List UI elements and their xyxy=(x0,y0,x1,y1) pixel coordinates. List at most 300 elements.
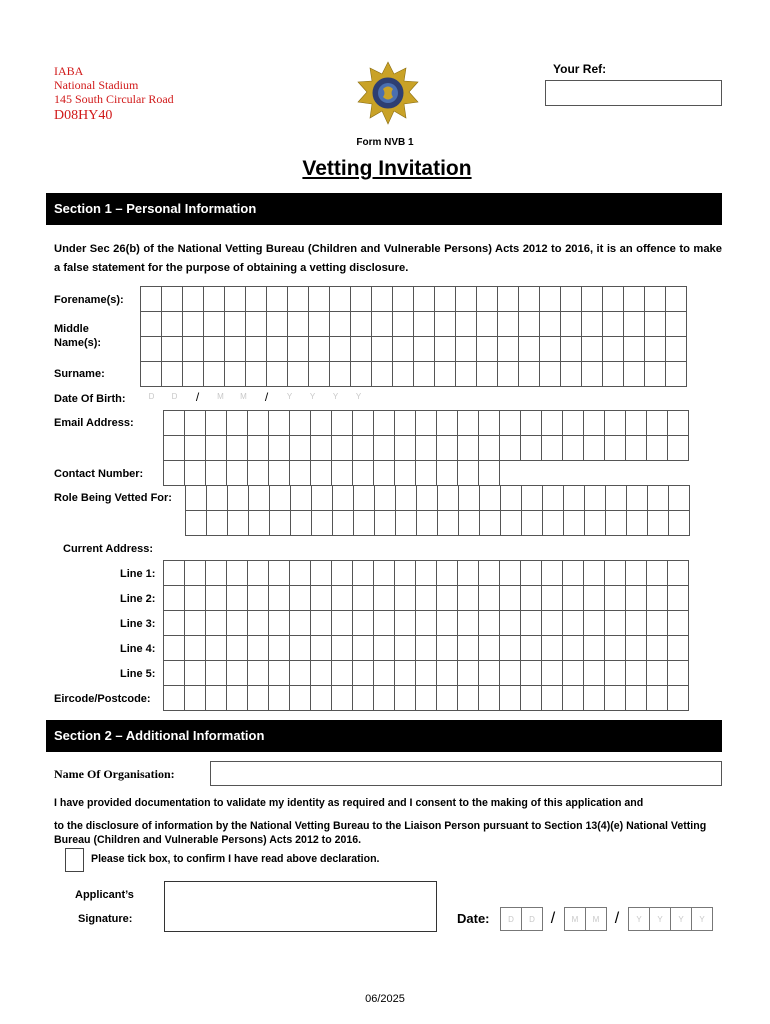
char-box[interactable] xyxy=(434,311,456,337)
char-box[interactable] xyxy=(163,460,185,486)
char-box[interactable] xyxy=(646,435,668,461)
char-box[interactable] xyxy=(455,311,477,337)
char-box[interactable] xyxy=(247,685,269,711)
char-box[interactable] xyxy=(163,585,185,611)
char-box[interactable] xyxy=(581,336,603,362)
char-box[interactable] xyxy=(520,585,542,611)
char-box[interactable] xyxy=(205,635,227,661)
char-box[interactable] xyxy=(161,286,183,312)
char-box[interactable] xyxy=(455,286,477,312)
char-box[interactable] xyxy=(245,286,267,312)
char-box[interactable] xyxy=(310,560,332,586)
char-box[interactable] xyxy=(350,286,372,312)
char-box[interactable] xyxy=(392,311,414,337)
address-grid[interactable] xyxy=(163,560,688,710)
char-box[interactable] xyxy=(245,311,267,337)
char-box[interactable] xyxy=(604,585,626,611)
char-box[interactable] xyxy=(329,311,351,337)
char-box[interactable] xyxy=(289,610,311,636)
char-box[interactable] xyxy=(332,485,354,511)
char-box[interactable] xyxy=(266,336,288,362)
char-box[interactable] xyxy=(646,610,668,636)
char-box[interactable] xyxy=(518,361,540,387)
date-char-box[interactable]: M xyxy=(585,907,607,931)
char-box[interactable] xyxy=(583,685,605,711)
char-box[interactable] xyxy=(626,510,648,536)
char-box[interactable] xyxy=(602,361,624,387)
signature-date-input[interactable] xyxy=(500,907,712,931)
char-box[interactable] xyxy=(436,610,458,636)
dob-char-box[interactable]: M xyxy=(217,392,224,401)
char-box[interactable] xyxy=(371,286,393,312)
char-box[interactable] xyxy=(289,435,311,461)
char-box[interactable] xyxy=(371,336,393,362)
char-box[interactable] xyxy=(394,635,416,661)
char-box[interactable] xyxy=(184,585,206,611)
char-box[interactable] xyxy=(667,685,689,711)
char-box[interactable] xyxy=(602,336,624,362)
char-box[interactable] xyxy=(668,485,690,511)
char-box[interactable] xyxy=(583,585,605,611)
char-box[interactable] xyxy=(497,286,519,312)
char-box[interactable] xyxy=(623,361,645,387)
char-box[interactable] xyxy=(140,336,162,362)
char-box[interactable] xyxy=(331,660,353,686)
char-box[interactable] xyxy=(521,485,543,511)
date-char-box[interactable]: Y xyxy=(628,907,650,931)
char-box[interactable] xyxy=(394,660,416,686)
role-grid[interactable] xyxy=(185,485,689,535)
char-box[interactable] xyxy=(203,311,225,337)
char-box[interactable] xyxy=(205,410,227,436)
char-box[interactable] xyxy=(310,585,332,611)
char-box[interactable] xyxy=(604,635,626,661)
char-box[interactable] xyxy=(203,336,225,362)
char-box[interactable] xyxy=(625,435,647,461)
date-char-box[interactable]: D xyxy=(500,907,522,931)
char-box[interactable] xyxy=(497,311,519,337)
char-box[interactable] xyxy=(329,361,351,387)
char-box[interactable] xyxy=(353,485,375,511)
char-box[interactable] xyxy=(392,286,414,312)
char-box[interactable] xyxy=(436,660,458,686)
char-box[interactable] xyxy=(163,685,185,711)
char-box[interactable] xyxy=(625,610,647,636)
char-box[interactable] xyxy=(392,361,414,387)
char-box[interactable] xyxy=(373,410,395,436)
char-box[interactable] xyxy=(499,685,521,711)
char-box[interactable] xyxy=(478,560,500,586)
char-box[interactable] xyxy=(541,585,563,611)
char-box[interactable] xyxy=(667,410,689,436)
char-box[interactable] xyxy=(161,361,183,387)
char-box[interactable] xyxy=(352,460,374,486)
char-box[interactable] xyxy=(436,635,458,661)
char-box[interactable] xyxy=(289,635,311,661)
char-box[interactable] xyxy=(331,585,353,611)
char-box[interactable] xyxy=(584,485,606,511)
char-box[interactable] xyxy=(583,560,605,586)
char-box[interactable] xyxy=(182,286,204,312)
char-box[interactable] xyxy=(182,336,204,362)
char-box[interactable] xyxy=(605,485,627,511)
char-box[interactable] xyxy=(623,286,645,312)
char-box[interactable] xyxy=(665,361,687,387)
char-box[interactable] xyxy=(499,610,521,636)
char-box[interactable] xyxy=(667,610,689,636)
char-box[interactable] xyxy=(623,311,645,337)
char-box[interactable] xyxy=(310,685,332,711)
char-box[interactable] xyxy=(308,336,330,362)
contact-grid[interactable] xyxy=(163,460,499,485)
dob-char-box[interactable]: Y xyxy=(286,392,293,401)
char-box[interactable] xyxy=(206,485,228,511)
char-box[interactable] xyxy=(163,410,185,436)
char-box[interactable] xyxy=(478,410,500,436)
char-box[interactable] xyxy=(667,585,689,611)
char-box[interactable] xyxy=(331,435,353,461)
char-box[interactable] xyxy=(436,685,458,711)
char-box[interactable] xyxy=(665,336,687,362)
char-box[interactable] xyxy=(268,660,290,686)
char-box[interactable] xyxy=(541,635,563,661)
dob-char-box[interactable]: D xyxy=(171,392,178,401)
char-box[interactable] xyxy=(332,510,354,536)
char-box[interactable] xyxy=(353,510,375,536)
char-box[interactable] xyxy=(226,560,248,586)
char-box[interactable] xyxy=(140,311,162,337)
char-box[interactable] xyxy=(350,361,372,387)
char-box[interactable] xyxy=(289,685,311,711)
char-box[interactable] xyxy=(668,510,690,536)
char-box[interactable] xyxy=(268,460,290,486)
char-box[interactable] xyxy=(457,460,479,486)
char-box[interactable] xyxy=(289,460,311,486)
char-box[interactable] xyxy=(646,685,668,711)
char-box[interactable] xyxy=(541,435,563,461)
char-box[interactable] xyxy=(163,435,185,461)
dob-input[interactable] xyxy=(140,386,370,408)
char-box[interactable] xyxy=(665,286,687,312)
char-box[interactable] xyxy=(374,510,396,536)
char-box[interactable] xyxy=(541,410,563,436)
char-box[interactable] xyxy=(604,685,626,711)
char-box[interactable] xyxy=(163,610,185,636)
char-box[interactable] xyxy=(226,410,248,436)
char-box[interactable] xyxy=(416,485,438,511)
char-box[interactable] xyxy=(415,610,437,636)
char-box[interactable] xyxy=(247,660,269,686)
char-box[interactable] xyxy=(434,361,456,387)
char-box[interactable] xyxy=(350,336,372,362)
char-box[interactable] xyxy=(479,485,501,511)
char-box[interactable] xyxy=(350,311,372,337)
char-box[interactable] xyxy=(311,485,333,511)
char-box[interactable] xyxy=(268,685,290,711)
char-box[interactable] xyxy=(205,460,227,486)
char-box[interactable] xyxy=(184,635,206,661)
char-box[interactable] xyxy=(625,585,647,611)
char-box[interactable] xyxy=(560,311,582,337)
char-box[interactable] xyxy=(542,485,564,511)
char-box[interactable] xyxy=(583,660,605,686)
char-box[interactable] xyxy=(182,361,204,387)
char-box[interactable] xyxy=(667,435,689,461)
dob-char-box[interactable]: D xyxy=(148,392,155,401)
char-box[interactable] xyxy=(290,485,312,511)
char-box[interactable] xyxy=(562,585,584,611)
char-box[interactable] xyxy=(644,361,666,387)
char-box[interactable] xyxy=(247,610,269,636)
char-box[interactable] xyxy=(247,410,269,436)
char-box[interactable] xyxy=(247,635,269,661)
char-box[interactable] xyxy=(163,560,185,586)
char-box[interactable] xyxy=(268,560,290,586)
char-box[interactable] xyxy=(584,510,606,536)
dob-char-box[interactable]: M xyxy=(240,392,247,401)
char-box[interactable] xyxy=(287,286,309,312)
char-box[interactable] xyxy=(224,336,246,362)
char-box[interactable] xyxy=(203,361,225,387)
char-box[interactable] xyxy=(310,435,332,461)
char-box[interactable] xyxy=(352,660,374,686)
char-box[interactable] xyxy=(352,685,374,711)
char-box[interactable] xyxy=(520,435,542,461)
char-box[interactable] xyxy=(268,635,290,661)
char-box[interactable] xyxy=(352,560,374,586)
char-box[interactable] xyxy=(415,660,437,686)
char-box[interactable] xyxy=(644,286,666,312)
char-box[interactable] xyxy=(268,585,290,611)
char-box[interactable] xyxy=(184,610,206,636)
char-box[interactable] xyxy=(245,361,267,387)
char-box[interactable] xyxy=(374,485,396,511)
char-box[interactable] xyxy=(647,510,669,536)
char-box[interactable] xyxy=(436,585,458,611)
char-box[interactable] xyxy=(562,435,584,461)
char-box[interactable] xyxy=(539,286,561,312)
char-box[interactable] xyxy=(352,610,374,636)
char-box[interactable] xyxy=(646,585,668,611)
char-box[interactable] xyxy=(539,336,561,362)
char-box[interactable] xyxy=(394,435,416,461)
char-box[interactable] xyxy=(478,585,500,611)
char-box[interactable] xyxy=(665,311,687,337)
char-box[interactable] xyxy=(395,510,417,536)
declaration-checkbox[interactable] xyxy=(65,848,84,872)
char-box[interactable] xyxy=(394,560,416,586)
char-box[interactable] xyxy=(415,635,437,661)
char-box[interactable] xyxy=(560,336,582,362)
char-box[interactable] xyxy=(583,435,605,461)
char-box[interactable] xyxy=(500,510,522,536)
char-box[interactable] xyxy=(457,410,479,436)
char-box[interactable] xyxy=(539,361,561,387)
char-box[interactable] xyxy=(392,336,414,362)
char-box[interactable] xyxy=(499,560,521,586)
char-box[interactable] xyxy=(562,610,584,636)
char-box[interactable] xyxy=(434,336,456,362)
char-box[interactable] xyxy=(226,585,248,611)
char-box[interactable] xyxy=(227,510,249,536)
char-box[interactable] xyxy=(394,610,416,636)
char-box[interactable] xyxy=(499,410,521,436)
char-box[interactable] xyxy=(224,361,246,387)
name-grid[interactable] xyxy=(140,286,686,386)
char-box[interactable] xyxy=(206,510,228,536)
char-box[interactable] xyxy=(287,311,309,337)
char-box[interactable] xyxy=(583,635,605,661)
char-box[interactable] xyxy=(415,560,437,586)
char-box[interactable] xyxy=(520,660,542,686)
char-box[interactable] xyxy=(476,361,498,387)
char-box[interactable] xyxy=(268,435,290,461)
char-box[interactable] xyxy=(266,311,288,337)
char-box[interactable] xyxy=(478,635,500,661)
char-box[interactable] xyxy=(247,435,269,461)
char-box[interactable] xyxy=(581,311,603,337)
char-box[interactable] xyxy=(266,361,288,387)
email-grid[interactable] xyxy=(163,410,688,460)
char-box[interactable] xyxy=(352,635,374,661)
date-char-box[interactable]: Y xyxy=(670,907,692,931)
char-box[interactable] xyxy=(184,435,206,461)
char-box[interactable] xyxy=(248,510,270,536)
char-box[interactable] xyxy=(394,585,416,611)
char-box[interactable] xyxy=(604,435,626,461)
char-box[interactable] xyxy=(457,635,479,661)
char-box[interactable] xyxy=(226,435,248,461)
char-box[interactable] xyxy=(373,660,395,686)
char-box[interactable] xyxy=(479,510,501,536)
date-char-box[interactable]: Y xyxy=(691,907,713,931)
char-box[interactable] xyxy=(500,485,522,511)
char-box[interactable] xyxy=(311,510,333,536)
char-box[interactable] xyxy=(415,410,437,436)
char-box[interactable] xyxy=(563,510,585,536)
char-box[interactable] xyxy=(161,311,183,337)
char-box[interactable] xyxy=(289,410,311,436)
dob-char-box[interactable]: Y xyxy=(332,392,339,401)
char-box[interactable] xyxy=(602,286,624,312)
char-box[interactable] xyxy=(308,286,330,312)
char-box[interactable] xyxy=(373,685,395,711)
char-box[interactable] xyxy=(268,410,290,436)
char-box[interactable] xyxy=(373,560,395,586)
char-box[interactable] xyxy=(478,435,500,461)
char-box[interactable] xyxy=(224,286,246,312)
char-box[interactable] xyxy=(395,485,417,511)
char-box[interactable] xyxy=(605,510,627,536)
char-box[interactable] xyxy=(416,510,438,536)
char-box[interactable] xyxy=(436,460,458,486)
char-box[interactable] xyxy=(268,610,290,636)
char-box[interactable] xyxy=(184,560,206,586)
char-box[interactable] xyxy=(226,635,248,661)
char-box[interactable] xyxy=(184,410,206,436)
char-box[interactable] xyxy=(625,660,647,686)
char-box[interactable] xyxy=(646,635,668,661)
char-box[interactable] xyxy=(352,585,374,611)
char-box[interactable] xyxy=(205,610,227,636)
char-box[interactable] xyxy=(329,336,351,362)
char-box[interactable] xyxy=(247,585,269,611)
char-box[interactable] xyxy=(499,660,521,686)
char-box[interactable] xyxy=(457,585,479,611)
char-box[interactable] xyxy=(520,410,542,436)
char-box[interactable] xyxy=(604,610,626,636)
char-box[interactable] xyxy=(518,311,540,337)
char-box[interactable] xyxy=(310,610,332,636)
char-box[interactable] xyxy=(436,435,458,461)
char-box[interactable] xyxy=(205,435,227,461)
char-box[interactable] xyxy=(184,660,206,686)
char-box[interactable] xyxy=(373,585,395,611)
char-box[interactable] xyxy=(308,311,330,337)
char-box[interactable] xyxy=(604,660,626,686)
date-char-box[interactable]: Y xyxy=(649,907,671,931)
char-box[interactable] xyxy=(497,361,519,387)
char-box[interactable] xyxy=(625,635,647,661)
char-box[interactable] xyxy=(625,410,647,436)
char-box[interactable] xyxy=(644,336,666,362)
organisation-input[interactable] xyxy=(210,761,722,786)
char-box[interactable] xyxy=(541,660,563,686)
char-box[interactable] xyxy=(518,336,540,362)
char-box[interactable] xyxy=(478,610,500,636)
char-box[interactable] xyxy=(563,485,585,511)
your-ref-input[interactable] xyxy=(545,80,722,106)
char-box[interactable] xyxy=(163,660,185,686)
char-box[interactable] xyxy=(415,460,437,486)
char-box[interactable] xyxy=(352,410,374,436)
char-box[interactable] xyxy=(371,361,393,387)
char-box[interactable] xyxy=(646,560,668,586)
char-box[interactable] xyxy=(476,311,498,337)
char-box[interactable] xyxy=(457,560,479,586)
char-box[interactable] xyxy=(413,311,435,337)
char-box[interactable] xyxy=(647,485,669,511)
char-box[interactable] xyxy=(499,585,521,611)
char-box[interactable] xyxy=(542,510,564,536)
char-box[interactable] xyxy=(247,460,269,486)
char-box[interactable] xyxy=(205,660,227,686)
char-box[interactable] xyxy=(583,410,605,436)
char-box[interactable] xyxy=(185,485,207,511)
char-box[interactable] xyxy=(562,560,584,586)
char-box[interactable] xyxy=(415,585,437,611)
char-box[interactable] xyxy=(289,660,311,686)
dob-char-box[interactable]: Y xyxy=(309,392,316,401)
char-box[interactable] xyxy=(310,660,332,686)
char-box[interactable] xyxy=(434,286,456,312)
char-box[interactable] xyxy=(625,560,647,586)
char-box[interactable] xyxy=(562,410,584,436)
char-box[interactable] xyxy=(227,485,249,511)
char-box[interactable] xyxy=(541,560,563,586)
char-box[interactable] xyxy=(226,660,248,686)
char-box[interactable] xyxy=(436,410,458,436)
char-box[interactable] xyxy=(518,286,540,312)
char-box[interactable] xyxy=(140,361,162,387)
char-box[interactable] xyxy=(457,660,479,686)
char-box[interactable] xyxy=(266,286,288,312)
char-box[interactable] xyxy=(437,485,459,511)
char-box[interactable] xyxy=(520,560,542,586)
char-box[interactable] xyxy=(604,410,626,436)
char-box[interactable] xyxy=(560,361,582,387)
char-box[interactable] xyxy=(226,610,248,636)
